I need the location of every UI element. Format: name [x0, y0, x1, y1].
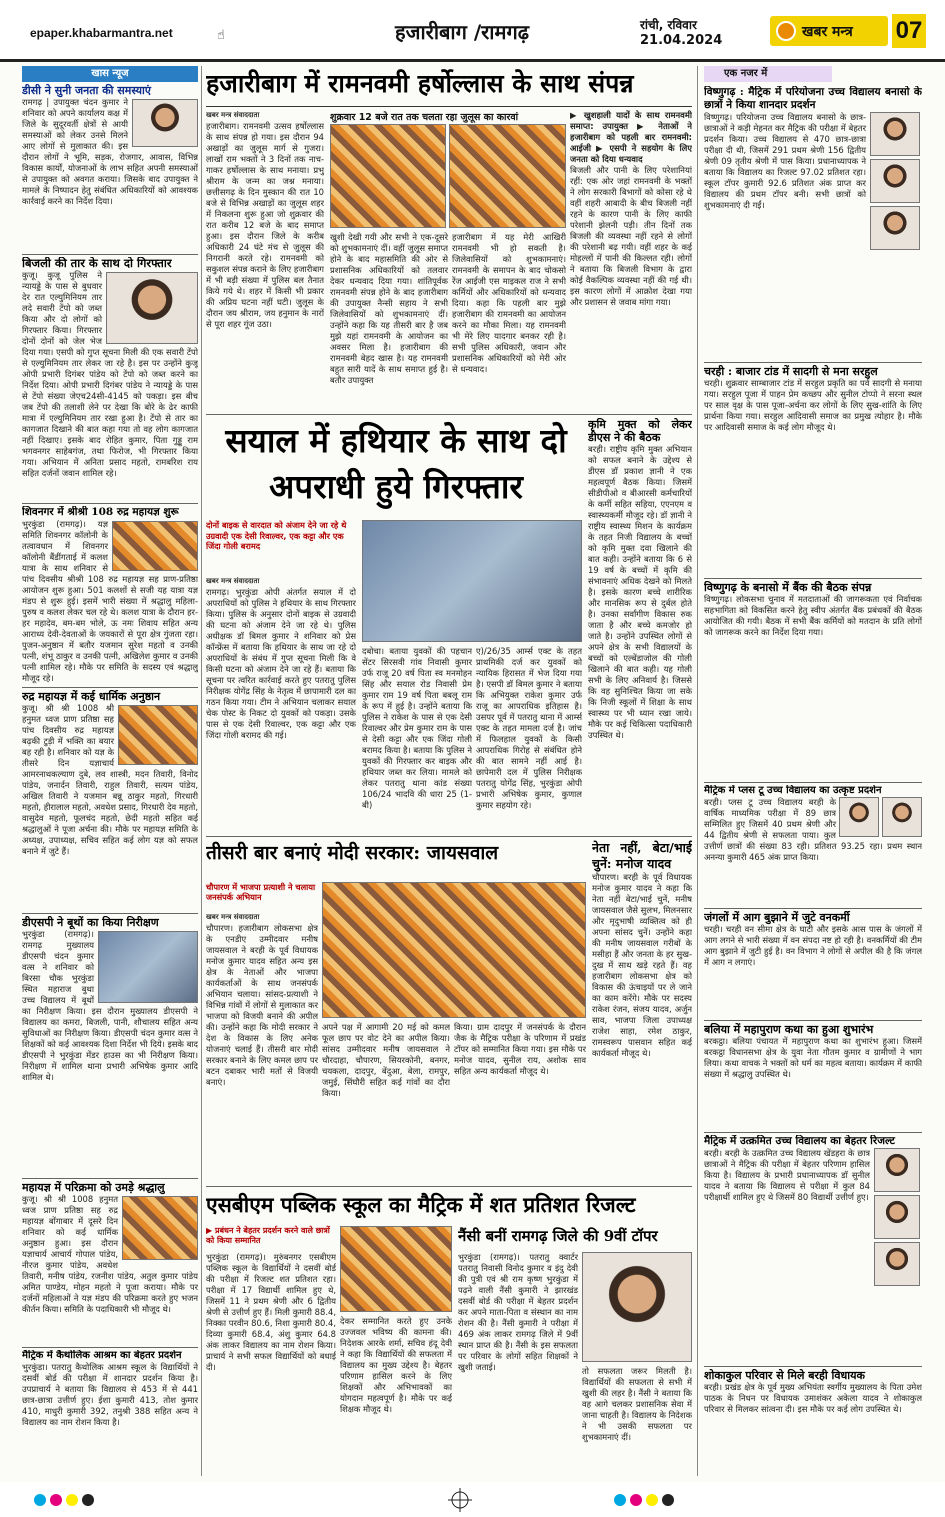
sbm-subhead: ▶ प्रबंधन ने बेहतर प्रदर्शन करने वाले छात्रों को किया सम्मानित: [206, 1226, 330, 1245]
photo-nainsi: [582, 1252, 692, 1362]
masthead: [0, 0, 945, 62]
photo-ramnavami-2: [449, 124, 566, 228]
article-title: बलिया में महापुराण कथा का हुआ शुभारंभ: [704, 1023, 874, 1036]
article-body: भुरकुंडा। पतरातु कैथोलिक आश्रम स्कूल के विद्यार्थियों ने दसवीं बोर्ड की परीक्षा में शानदार प्रदर्शन किया है। उपप्राचार्य ने बताया कि विद्यालय से 453 में से 441 छात्र-छात्रा उत्तीर्ण हुए। ईशा कुमारी 413, तोश कुमार 410, माधुरी कुमारी 392, तनुश्री 388 सहित अन्य ने विद्यालय का नाम रोशन किया है।: [22, 1362, 198, 1427]
article-body: कुजू। कुजू पुलिस ने न्यायड्डे के पास से बुधवार देर रात एल्युमिनियम तार लदे सवारी टेंपो को जब्त किया और दो लोगों को गिरफ्तार किया। गिरफ्तार दोनों दोनों को जेल भेज दिया गया। एसपी को गुप्त सूचना मिली की एक सवारी टेंपो से एल्युमिनियम तार लेकर जा रहे है। इस पर उन्होंने कुजू ओपी प्रभारी दिगंबर पांडेय को टेंपो को जब्त करने का निर्देश दिया। ओपी प्रभारी दिगंबर पांडेय ने न्यायड्डे के पास से टेंपो संख्या जेएच24सी-4145 को पकड़ा। इस बीच जब टेंपो की तलाशी लेने पर देखा कि बोरे के ढेर काफी मात्रा में एल्युमिनियम तार रखा हुआ है। टेंपो से तार का कागजात दिखाने की बात कहा गया तो वह लोग कागजात नहीं दिखाए। इसके बाद रोहित कुमार, पिता गुड्डू राम भगवनगर साहेबगंज, तथा फिरोज, भी गिरफ्तार किया गया। अभियान में अनिता प्रसाद महतो, रामबरिश राय सहित दर्जनों जवान शामिल रहे।: [22, 270, 198, 478]
modi-col-2: [322, 1022, 450, 1182]
article-body: भुरकुंडा (रामगढ़)। रामगढ़ मुख्यालय डीएसपी चंदन कुमार वत्स ने शनिवार को बिरसा चौक भुरकुंडा स्थित महाराज बुथा उच्च विद्यालय में बूथों का निरीक्षण किया। इस दौरान मुख्यालय डीएसपी ने विद्यालय का कमरा, बिजली, पानी, शौचालय सहित अन्य सुविधाओं का निरीक्षण किया। डीएसपी चंदन कुमार वत्स ने शिक्षकों को कई आवश्यक दिशा निर्देश भी दिये। इसके बाद डीएसपी ने भुरकुंडा मेंडर हाउस का भी निरीक्षण किया। निरीक्षण में शामिल थाना प्रभारी अभिषेक कुमार आदि शामिल थे।: [22, 929, 198, 1082]
article-title: चरही : बाजार टांड में सादगी से मना सरहुल: [704, 365, 878, 378]
photo-sbm-students: [340, 1226, 452, 1312]
site-url[interactable]: epaper.khabarmantra.net: [30, 26, 173, 40]
section-label: खास न्यूज: [22, 66, 198, 82]
lead-col-4: [570, 110, 692, 410]
article-body: अपने पक्ष में आगामी 20 मई को कमल फूल छाप पर वोट देने का अपील किया। सांसद उम्मीदवार मनीष जायसवाल ने चौरदाहा, चौपारण, सियरकोनी, बनगर, चयकला, दादपुर, बेंदुआ, बेला, रामपुर, जमुई, सिंघौरी सहित कई गांवों का दौरा किया।: [322, 1022, 450, 1098]
lead-col-2: [330, 232, 448, 410]
article-sarhul: [704, 365, 922, 577]
photo-student: [870, 112, 920, 156]
article-dsp-inspection: [22, 916, 198, 1176]
photo-dc: [132, 99, 198, 147]
article-rudra-yagya: [22, 690, 198, 912]
photo-student: [882, 797, 922, 837]
article-title: मैट्रिक में उत्क्रमित उच्च विद्यालय का बेहतर रिजल्ट: [704, 1135, 895, 1147]
modi-col-3: [454, 1022, 586, 1182]
byline: खबर मन्त्र संवाददाता: [206, 577, 260, 585]
lead-subhead: शुक्रवार 12 बजे रात तक चलता रहा जुलूस का कारवां: [330, 112, 519, 123]
article-title: महायज्ञ में परिक्रमा को उमड़े श्रद्धालु: [22, 1181, 165, 1194]
article-banaso-result: [704, 86, 922, 360]
article-body: कुजू। श्री श्री 1008 श्री हनुमत ध्वज प्राण प्रतिष्ठा सह पांच दिवसीय रुद्र महायज्ञ बढ़की टुड़ी में भक्ति का बयार बह रही है। शनिवार को यज्ञ के तीसरे दिन यज्ञाचार्य आमरनाथकल्याण दुबे, लव शास्त्री, मदन तिवारी, विनोद पांडेय, जनार्दन तिवारी, राहुल तिवारी, सत्यम पांडेय, अखिल तिवारी ने यजमान बन्नू ठाकुर महतो, गिरधारी महतो, हीरालाल महतो, अवधेश प्रसाद, गिरधारी देव महतो, वासुदेव महतो, फूलचंद महतो, छेदी महतो सहित कई श्रद्धालुओं ने पूजा अर्चना की। मौके पर महायज्ञ समिति के अध्यक्ष, उपाध्यक्ष, सचिव सहित कई लोग यज्ञ को सफल बनाने में जुटे हैं।: [22, 703, 198, 856]
article-shivnagar-yagya: [22, 506, 198, 686]
sbm-col-2: [340, 1316, 452, 1472]
article-deworming: [588, 418, 692, 831]
photo-campaign: [322, 882, 586, 1018]
article-body: तो सफलता जरूर मिलती है। विद्यार्थियों की सफलता से सभी में खुशी की लहर है। नैंसी ने बताया कि वह आगे चलकर प्रशासनिक सेवा में जाना चाहती है। विद्यालय के निदेशक ने भी उसकी सफलता पर शुभकामनाएं दीं।: [582, 1366, 692, 1442]
article-title: विष्णुगढ़ : मैट्रिक में परियोजना उच्च विद्यालय बनासो के छात्रों ने किया शानदार प्रदर्शन: [704, 86, 922, 111]
article-body: भुरकुंडा (रामगढ़)। पतरातु क्वार्टर पतरातु निवासी विनोद कुमार व इंदु देवी की पुत्री एवं श्री राम कृष्ण भुरकुंडा में पढ़ने वाली नैंसी कुमारी ने झारखंड दसवीं बोर्ड की परीक्षा में बेहतर प्रदर्शन कर अपने माता-पिता व संस्थान का नाम रोशन की है। नैंसी कुमारी ने परीक्षा में 469 अंक लाकर रामगढ़ जिले में 9वीं स्थान प्राप्त की है। नैंसी के इस सफलता पर परिवार के लोगों सहित शिक्षकों ने खुशी जताई।: [458, 1252, 578, 1372]
article-plus-two: [704, 785, 922, 907]
article-forest-fire: [704, 911, 922, 1019]
article-body: खुशी देखी गयी और सभी ने एक-दूसरे को शुभकामनाएं दीं। वहीं जुलूस समाप्त होने के बाद महासमिति की ओर से प्रशासनिक अधिकारियों को तलवार देकर धन्यवाद दिया गया। शांतिपूर्वक रामनवमी संपन्न होने के बाद हजारीबाग की उपायुक्त नैन्सी सहाय ने सभी जिलेवासियों को शुभकामनाएं दीं। उन्होंने कहा कि यह तीसरी बार है जब मुझे यहां रामनवमी के आयोजन का अवसर मिला है। हजारीबाग की रामनवमी बेहद खास है। यह रामनवमी बहुत सारी यादें के साथ समाप्त हुई है। बतौर उपायुक्त: [330, 232, 448, 385]
photo-ramnavami-1: [330, 124, 446, 228]
article-body: दबोचा। बताया युवकों की पहचान सेंटर सिरसवी गांव निवासी कुमार उर्फ राजू 20 वर्ष पिता स्व मनमोहन सिंह और सयाल रोड निवासी प्रेम कुमार राम 19 वर्ष पिता बबलू राम के रूप में हुई है। उन्होंने बताया कि पुलिस ने राकेश के पास से एक देसी रिवाल्वर और प्रेम कुमार राम के पास से देसी कट्टा और एक जिंदा गोली बरामद किया है। बताया कि पुलिस ने युवकों की गिरफ्तार कर बाइक और हथियार जब्त कर लिया। मामले को लेकर पतरातु थाना कांड संख्या 106/24 भादवि की धारा 25 (1-बी): [362, 646, 472, 810]
article-body: बरही। प्रखंड क्षेत्र के पूर्व मुख्य अभियंता स्वर्गीय मुख्यालय के पिता उमेश पाठक के निधन पर विधायक उमाशंकर अकेला यादव ने शोकाकुल परिवार से मिलकर सांत्वना दी। इस मौके पर कई लोग उपस्थित थे।: [704, 1382, 922, 1414]
article-mahapuran: [704, 1023, 922, 1131]
article-title: शोकाकुल परिवार से मिले बरही विधायक: [704, 1369, 865, 1382]
photo-yagya: [118, 705, 198, 765]
article-body: बिजली और पानी के लिए परेशानियां रहीं: एक ओर जहां रामनवमी के भक्तों ने लोग सरकारी बिभागों को कोसा रहे थे वहीं शहरी आबादी के बीच बिजली नहीं रहने के कारण पानी के लिए काफी परेशानी झेलनी पड़ी। तीन दिनों तक बिजली की व्यवस्था नहीं रहने से लोगों की परेशानी बढ़ गयी। वहीं शहर के कई मोहल्लों में पानी की किल्लत रही। लोगों ने बताया कि बिजली विभाग के द्वारा कोई वैकल्पिक व्यवस्था नहीं की गई थी। इस कारण लोगों में आक्रोश देखा गया और प्रशासन से जवाब मांगा गया।: [570, 165, 692, 307]
article-body: विष्णुगढ़। परियोजना उच्च विद्यालय बनासो के छात्र-छात्राओं ने कड़ी मेहनत कर मैट्रिक की परीक्षा में बेहतर प्रदर्शन किया। उच्च विद्यालय से 470 छात्र-छात्रा परीक्षा दी थी, जिसमें 291 प्रथम श्रेणी 156 द्वितीय श्रेणी 09 तृतीय श्रेणी में पास किया। प्रधानाध्यापक ने बताया कि विद्यालय का रिजल्ट 97.02 प्रतिशत रहा। स्कूल टॉपर कुमारी 92.6 प्रतिशत अंक प्राप्त कर विद्यालय की प्रथम टॉपर बनी। सभी छात्रों को शुभकामनाएं दी गईं।: [704, 112, 866, 210]
lead-highlights: ▶ खुशहाली यादों के साथ रामनवमी समाप्त: उपायुक्त ▶ नेताओं ने हजारीबाग को पहली बार रामनवमी: आईजी ▶ एसपी ने सहयोग के लिए जनता को दिया धन्यवाद: [570, 110, 692, 164]
byline: खबर मन्त्र संवाददाता: [206, 111, 260, 119]
student-photos: [874, 1148, 922, 1286]
cursor-icon: ☝: [217, 28, 225, 43]
print-footer: [0, 1482, 945, 1517]
article-body: विष्णुगढ़। लोकसभा चुनाव में मतदाताओं की जागरूकता एवं निर्वाचक सहभागिता को विकसित करने हेतु स्वीप अंतर्गत बैंक प्रबंधकों की बैठक आयोजित की गयी। बैठक में सभी बैंक कर्मियों को मतदान के प्रति लोगों को जागरूक करने का निर्देश दिया गया।: [704, 594, 922, 637]
sbm-col-1: [206, 1252, 336, 1472]
article-title: जंगलों में आग बुझाने में जुटे वनकर्मी: [704, 911, 850, 924]
article-title: कृमि मुक्त को लेकर डीएस ने की बैठक: [588, 418, 692, 444]
article-body: ए)/26/35 आर्म्स एक्ट के तहत प्राथमिकी दर्ज कर युवकों को न्यायिक हिरासत में भेज दिया गया है। एसपी डॉ बिमल कुमार ने बताया कि अभियुक्त राकेश कुमार उर्फ राजू का आपराधिक इतिहास है। उसपर पूर्व में पतरातु थाना में आर्म्स एक्ट के तहत मामला दर्ज है। जांच में फिलहाल युवकों के किसी आपराधिक गिरोह से संबंधित होने की बात सामने नहीं आई है। छापेमारी दल में पुलिस निरीक्षक पतरातु योगेंद्र सिंह, भुरकुंडा ओपी प्रभारी अभिषेक कुमार, कुणाल कुमार सहयोग रहे।: [476, 646, 582, 810]
issue-date: 21.04.2024: [640, 33, 723, 48]
photo-student: [874, 1242, 920, 1286]
article-condolence: [704, 1369, 922, 1473]
brand-name: खबर मन्त्र: [802, 23, 853, 40]
article-body: भुरकुंडा (रामगढ़)। यज्ञ समिति शिवनगर कॉलोनी के तत्वावधान में शिवनगर कॉलोनी बैंडींगताई में कलश यात्रा के साथ शनिवार से पांच दिवसीय श्रीश्री 108 रुद्र महायज्ञ सह प्राण-प्रतिष्ठा आयोजन शुरू हुआ। 501 कलशों से सजी यह यात्रा यज्ञ मंडप से शुरू हुई। इसमें भारी संख्या में श्रद्धालु महिला-पुरुष व कलश लेकर चल रहे थे। कलश यात्रा के दौरान हर-हर महादेव, बम-बम भोले, ऊ नमः शिवाय सहित अन्य आराध्य देवी-देवताओं के जयकारों से पूरा क्षेत्र गुंजता रहा। पुजन-अनुष्ठान में बतौर यजमान सुरेश महतो व उनकी पत्नी, शंभू ठाकुर व उनकी पत्नी, अखिलेश कुमार व उनकी पत्नी शामिल रहे। मौके पर समिति के सदस्य एवं श्रद्धालु मौजूद रहे।: [22, 519, 198, 683]
nainsi-headline: नैंसी बनीं रामगढ़ जिले की 9वीं टॉपर: [458, 1227, 658, 1245]
lead-col-1: [206, 110, 324, 410]
nainsi-col-1: [458, 1252, 578, 1472]
region-title: हजारीबाग /रामगढ़: [395, 20, 529, 44]
article-title: शिवनगर में श्रीश्री 108 रुद्र महायज्ञ शुरू: [22, 506, 179, 518]
article-title: रुद्र महायज्ञ में कई धार्मिक अनुष्ठान: [22, 690, 161, 703]
registration-marks: [0, 1482, 945, 1517]
article-body: हजारीबाग। रामनवमी उत्सव हर्षोल्लास के साथ संपन्न हो गया। इस दौरान 94 अखाड़ों का जुलूस मार्ग से गुजरा। लाखों राम भक्तों ने 3 दिनों तक नाच-गाकर हर्षोल्लास के साथ मनाया। प्रभु श्रीराम के जन्म का जश्न मनाया। छत्तीसगढ़ के दिन मुस्कान की रात 10 बजे से विभिन्न अखाड़ों का जुलूस शहर में निकलना शुरू हुआ जो शुक्रवार की रात करीब 12 बजे के बाद समाप्त हुआ। इस दौरान जिले के करीब अधिकारी 24 घंटे मंच से जुलूस की निगरानी करते रहे। रामनवमी को सकुशल संपन्न कराने के लिए हजारीबाग में भी बड़ी संख्या में पुलिस बल तैनात किये गये थे। शहर में किसी भी प्रकार की अप्रिय घटना नहीं घटी। जुलूस के दौरान जय श्रीराम, जय हनुमान के नारों से पूरा शहर गूंज उठा।: [206, 121, 324, 329]
article-body: चौपारण। हजारीबाग लोकसभा क्षेत्र के एनडीए उम्मीदवार मनीष जायसवाल ने बरही के पूर्व विधायक मनोज कुमार यादव सहित अन्य इस क्षेत्र के नेताओं और भाजपा कार्यकर्ताओं के साथ जनसंपर्क अभियान चलाया। सांसद-प्रत्याशी ने विभिन्न गांवों में लोगों से मुलाकात कर भाजपा को विजयी बनाने की अपील की। उन्होंने कहा कि मोदी सरकार ने देश के विकास के लिए अनेक योजनाएं चलाई हैं। तीसरी बार मोदी सरकार बनाने के लिए कमल छाप पर बटन दबाकर भारी मतों से विजयी बनाएं।: [206, 923, 318, 1087]
article-title: विष्णुगढ़ के बनासो में बैंक की बैठक संपन्न: [704, 581, 872, 594]
photo-student: [870, 206, 920, 250]
right-label: एक नजर में: [704, 66, 832, 82]
lead-headline: हजारीबाग में रामनवमी हर्षोल्लास के साथ संपन्न: [206, 69, 634, 98]
student-photos: [870, 112, 922, 250]
photo-student: [874, 1195, 920, 1239]
article-catholic-ashram: [22, 1350, 198, 1470]
article-title: मैट्रिक में कैथोलिक आश्रम का बेहतर प्रदर्शन: [22, 1350, 182, 1361]
crime-subhead: दोनों बाइक से वारदात को अंजाम देने जा रहे थे उग्रवादी एक देसी रिवाल्वर, एक कट्टा और एक जिंदा गोली बरामद: [206, 520, 347, 551]
article-body: किया। ग्राम दादपुर में जनसंपर्क के दौरान जैक के मैट्रिक परीक्षा के परिणाम में प्रखंड टॉपर को सम्मानित किया गया। इस मौके पर मनोज यादव, सुनील राय, अशोक साव सहित अन्य कार्यकर्ता मौजूद थे।: [454, 1022, 586, 1076]
photo-arrested-men: [106, 272, 198, 344]
article-body: कुजू। श्री श्री 1008 हनुमत ध्वज प्राण प्रतिष्ठा सह रुद्र महायज्ञ बोंगाबार में दूसरे दिन शनिवार को कई धार्मिक अनुष्ठान हुआ। इस दौरान यज्ञाचार्य आचार्य गोपाल पांडेय, नीरज कुमार पांडेय, अवधेश तिवारी, मनीष पांडेय, रजनीश पांडेय, अतुल कुमार पांडेय अमित पाण्डेय, मोहन महतो ने पूजा कराया। मौके पर दर्जनों महिलाओं ने यज्ञ मंडप की परिक्रमा करते हुए भजन कीर्तन किया। समिति के पदाधिकारी भी मौजूद थे।: [22, 1194, 198, 1314]
article-manoj: [592, 840, 692, 1182]
article-body: हजारीबाग में यह मेरी आखिरी रामनवमी भी हो सकती है। जिलेवासियों को शुभकामनाएं। रामनवमी के समापन के बाद चोकसो रेंज आईजी एस माइकल राज ने सभी कर्मियों और अधिकारियों को धन्यवाद दिया। कहा कि पहली बार मुझे हजारीबाग की रामनवमी का आयोजन करने का मौका मिला। यह रामनवमी भी मेरे लिए यादगार बनकर रही है। सभी पुलिस अधिकारी, जवान और प्रशासनिक अधिकारियों को मेरी ओर से धन्यवाद।: [452, 232, 566, 374]
article-title: बिजली की तार के साथ दो गिरफ्तार: [22, 257, 172, 270]
article-body: बरकट्ठा। बलिया पंचायत में महापुराण कथा का शुभारंभ हुआ। जिसमें बरकट्ठा विधानसभा क्षेत्र के युवा नेता गौतम कुमार व ग्रामीणों ने भाग लिया। कथा वाचक ने भक्तों को धर्म का महत्व बताया। कार्यक्रम में काफी संख्या में श्रद्धालु उपस्थित थे।: [704, 1036, 922, 1079]
crime-headline: सयाल में हथियार के साथ दो अपराधी हुये गिरफ्तार: [225, 421, 567, 506]
article-body: रामगढ़ | उपायुक्त चंदन कुमार ने शनिवार को अपने कार्यालय कक्ष में जिले के सुदूरवर्ती क्षेत्रों से आयी समस्याओं को लेकर उनसे मिलने आए लोगों से मुलाकात की। इस दौरान लोगों ने भूमि, सड़क, रोजगार, आवास, विभिन्न विकास कार्यों, योजनाओं के लाभ सहित अपनी समस्याओं से उपायुक्त को अवगत कराया। जिसके बाद उपायुक्त ने मामले के निष्पादन हेतु संबंधित अधिकारियों को आवश्यक कार्रवाई करने का निर्देश दिया।: [22, 97, 198, 206]
modi-col-1: [206, 912, 318, 1182]
article-body: बरही। बरही के उत्क्रमित उच्च विद्यालय खेंडहरा के छात्र छात्राओं ने मैट्रिक की परीक्षा में बेहतर परिणाम हासिल किया है। विद्यालय के प्रभारी प्रधानाध्यापक डॉ सुनील यादव ने बताया कि विद्यालय से परीक्षा में कुल 84 परीक्षार्थी शामिल हुए थे जिसमें 80 विद्यार्थी उत्तीर्ण हुए।: [704, 1148, 870, 1202]
article-title: नेता नहीं, बेटा/भाई चुनें: मनोज यादव: [592, 840, 692, 871]
crime-col-3: [476, 646, 582, 831]
photo-kalash-yatra: [112, 521, 198, 571]
article-body: बरही। प्लस टू उच्च विद्यालय बरही के वार्षिक माध्यमिक परीक्षा में 89 छात्र सम्मिलित हुए जिसमें 40 प्रथम श्रेणी और 44 द्वितीय श्रेणी से सफलता पाया। कुल उत्तीर्ण छात्रों की संख्या 83 रही। प्रतिशत 93.25 रहा। प्रथम स्थान अनन्या कुमारी 465 अंक प्राप्त किया।: [704, 797, 922, 862]
sbm-headline: एसबीएम पब्लिक स्कूल का मैट्रिक में शत प्रतिशत रिजल्ट: [206, 1192, 636, 1217]
nainsi-col-2: [582, 1366, 692, 1472]
article-body: भुरकुंडा (रामगढ़)। मुरुंबनगर एसबीएम पब्लिक स्कूल के विद्यार्थियों ने दसवीं बोर्ड की परीक्षा में रिजल्ट शत प्रतिशत रहा। परीक्षा में 17 विद्यार्थी शामिल हुए थे, जिसमें 11 ने प्रथम श्रेणी और 6 द्वितीय श्रेणी से उत्तीर्ण हुए हैं। मिली कुमारी 88.4, निक्का परवीन 80.6, निशा कुमारी 80.4, दिव्या कुमारी 68.4, अंशु कुमार 64.8 अंक लाकर विद्यालय का नाम रोशन किया। प्राचार्य ने सभी सफल विद्यार्थियों को बधाई दी।: [206, 1252, 336, 1372]
brand-mark-icon: [776, 21, 796, 41]
article-body: बरही। राष्ट्रीय कृमि मुक्त अभियान को सफल बनाने के उद्देश्य से डीएस डॉ प्रकाश ज्ञानी ने एक महत्वपूर्ण बैठक किया। जिसमें सीडीपीओ व बीआरसी कर्मचारियों के कर्मी सहित सहिया, एएनएम व स्वास्थ्यकर्मी मौजूद रहे। डॉ ज्ञानी ने राष्ट्रीय स्वास्थ्य मिशन के कार्यक्रम के तहत निजी विद्यालय के बच्चों को कृमि मुक्त दवा खिलाने की बात कही। उन्होंने बताया कि 6 से 19 वर्ष के बच्चों में कृमि की संभावनाएं अधिक देखने को मिलते है। इसके कारण बच्चे शारीरिक और मानसिक रूप से दुर्बल होते है। उनका सर्वांगीण विकास रुक जाता है और बच्चे कमजोर हो जाते है। उन्होंने उपस्थित लोगों से अपने क्षेत्र के सभी विद्यालयों के बच्चों को एल्बेंडाजोल की गोली खिलाने की बात कही। यह गोली सभी के लिए अनिवार्य है। जिससे कि वह सुनिश्चित किया जा सके कि निजी स्कूलों में शिक्षा के साथ स्वास्थ्य पर भी ध्यान रखा जाये। मौके पर कई चिकित्सा पदाधिकारी उपस्थित थे।: [588, 444, 692, 740]
article-body: रामगढ़। भुरकुंडा ओपी अंतर्गत सयाल में दो अपराधियों को पुलिस ने हथियार के साथ गिरफ्तार किया। पुलिस के अनुसार दोनों बाइक से उग्रवादी की घटना को अंजाम देने जा रहे थे। पुलिस अधीक्षक डॉ बिमल कुमार ने शनिवार को प्रेस कॉन्फ्रेंस में बताया कि हथियार के साथ जा रहे दो अपराधियों के संबंध में गुप्त सूचना मिली कि वे किसी घटना को अंजाम देने जा रहे हैं। बताया कि सूचना पर त्वरित कार्रवाई करते हुए पतरातु पुलिस निरीक्षक योगेंद्र सिंह के नेतृत्व में छापामारी दल का गठन किया गया। टीम ने अभियान चलाकर सयाल चेक पोस्ट के निकट दो युवकों को पकड़ा। उसके पास से एक देसी रिवाल्वर, एक कट्टा और एक जिंदा गोली बरामद की गई।: [206, 587, 356, 740]
article-parikrama: [22, 1181, 198, 1346]
article-body: चरही। शुक्रवार साम्बाजार टांड में सरहुल प्रकृति का पर्व सादगी से मनाया गया। सरहुल पूजा में पाहन प्रेम कच्छप और सुनील टोप्पो ने सरना स्थल पर साल वृक्ष के पास पूजा-अर्चना कर लोगों के लिए सुख-शांति के लिए प्रार्थना किया गया। सरहुल आदिवासी समाज का प्रमुख त्योहार है। मौके पर आदिवासी समाज के कई लोग मौजूद थे।: [704, 378, 922, 432]
article-upgraded-school: [704, 1135, 922, 1365]
photo-police-press: [362, 520, 582, 642]
lead-col-3: [452, 232, 566, 410]
city-day: रांची, रविवार: [640, 18, 697, 32]
article-title: डीसी ने सुनी जनता की समस्याएं: [22, 84, 151, 97]
photo-parikrama: [122, 1196, 198, 1260]
article-wire-arrest: [22, 257, 198, 502]
photo-student: [870, 159, 920, 203]
page-number: 07: [892, 14, 926, 48]
article-body: देकर सम्मानित करते हुए उनके उज्जवल भविष्य की कामना की। निदेशक आरके शर्मा, सचिव हंदू देवी ने कहा कि विद्यार्थियों की सफलता में विद्यालय का मुख्य उद्देश्य है। बेहतर परिणाम हासिल करने के लिए शिक्षकों और अभिभावकों का योगदान महत्वपूर्ण है। मौके पर कई शिक्षक मौजूद थे।: [340, 1316, 452, 1414]
crime-col-1: [206, 576, 356, 831]
byline: खबर मन्त्र संवाददाता: [206, 913, 260, 921]
photo-dsp: [98, 931, 198, 1003]
brand-logo: [770, 16, 888, 46]
article-title: मैट्रिक में प्लस टू उच्च विद्यालय का उत्कृष्ट प्रदर्शन: [704, 785, 882, 796]
modi-subhead: चौपारण में भाजपा प्रत्याशी ने चलाया जनसंपर्क अभियान: [206, 882, 316, 902]
photo-student: [839, 797, 879, 837]
photo-student: [874, 1148, 920, 1192]
article-body: चरही। चरही वन सीमा क्षेत्र के घाटी और इसके आस पास के जंगलों में आग लगने से भारी संख्या में वन संपदा नष्ट हो रही है। वनकर्मियों की टीम आग बुझाने में जुटी हुई है। वन विभाग ने लोगों से अपील की है कि जंगल में आग न लगाएं।: [704, 924, 922, 967]
modi-headline: तीसरी बार बनाएं मोदी सरकार: जायसवाल: [206, 842, 499, 864]
article-body: चौपारण। बरही के पूर्व विधायक मनोज कुमार यादव ने कहा कि नेता नहीं बेटा/भाई चुनें, मनीष जायसवाल जैसे सुलभ, मिलनसार और मृदुभाषी व्यक्तित्व को ही अपना सांसद चुनें। उन्होंने कहा की मनीष जायसवाल गरीबों के मसीहा हैं और जनता के हर सुख-दुख में साथ खड़े रहते हैं। वह हजारीबाग लोकसभा क्षेत्र को विकास की ऊंचाइयों पर ले जाने का काम करेंगे। मौके पर सदस्य राकेश रंजन, संजय यादव, अर्जुन साव, भाजपा जिला उपाध्यक्ष राजेश साहा, रमेश ठाकुर, रामस्वरूप पासवान सहित कई कार्यकर्ता मौजूद थे।: [592, 872, 692, 1058]
article-title: डीएसपी ने बूथों का किया निरीक्षण: [22, 916, 159, 929]
article-dc-hearing: [22, 84, 198, 254]
article-bank-meeting: [704, 581, 922, 781]
crime-col-2: [362, 646, 472, 831]
